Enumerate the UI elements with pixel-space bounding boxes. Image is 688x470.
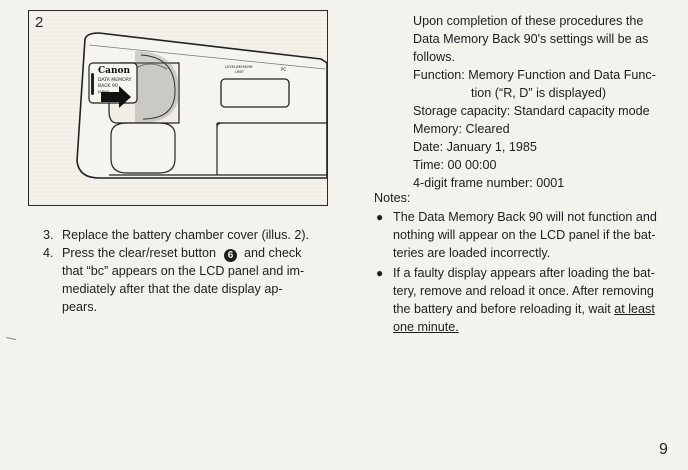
note-2-emphasis-2: one minute.	[393, 320, 459, 334]
date-line: Date: January 1, 1985	[413, 140, 537, 154]
bullet-icon: ●	[376, 266, 384, 280]
settings-block	[413, 12, 679, 192]
note-2-line-1: If a faulty display appears after loading the bat-	[393, 266, 655, 280]
clear-reset-button-icon: 6	[224, 249, 237, 262]
intro-line-3: follows.	[413, 50, 455, 64]
canon-logo: Canon	[98, 66, 131, 76]
step-number: 4.	[43, 246, 54, 260]
note-1-line-2: nothing will appear on the LCD panel if the bat-	[393, 228, 656, 242]
data-back-drawing	[29, 11, 327, 205]
step-number: 3.	[43, 228, 54, 242]
note-2-line-3: the battery and before reloading it, wait	[393, 302, 611, 316]
step-4	[40, 244, 330, 316]
level-memory-label: LEVEL/MEMORY	[225, 65, 253, 69]
page-number: 9	[659, 441, 668, 458]
step-text-line4: pears.	[62, 300, 98, 314]
notes-title: Notes:	[374, 191, 411, 205]
function-line-2: tion (“R, D” is displayed)	[471, 86, 607, 100]
steps-list	[40, 226, 330, 316]
note-2	[374, 264, 678, 336]
step-text-line2: that “bc” appears on the LCD panel and im-	[62, 264, 305, 278]
pc-label: PC	[281, 67, 287, 72]
intro-line-2: Data Memory Back 90's settings will be as	[413, 32, 649, 46]
step-text: Replace the battery chamber cover (illus. 2).	[62, 228, 310, 242]
function-line-1: Function: Memory Function and Data Func-	[413, 68, 656, 82]
illustration-2	[28, 10, 328, 206]
note-1-line-3: teries are loaded incorrectly.	[393, 246, 551, 260]
frame-number-line: 4-digit frame number: 0001	[413, 176, 565, 190]
bullet-icon: ●	[376, 210, 384, 224]
step-text-line3: mediately after that the date display ap-	[62, 282, 283, 296]
notes-section	[374, 189, 678, 338]
label-line-1: DATA MEMORY	[98, 78, 132, 83]
label-line-2: BACK 90	[98, 84, 118, 89]
storage-line: Storage capacity: Standard capacity mode	[413, 104, 650, 118]
step-3	[40, 226, 330, 244]
note-2-line-2: tery, remove and reload it once. After removing	[393, 284, 654, 298]
scan-mark	[6, 337, 16, 340]
lcd-window	[221, 79, 289, 107]
intro-line-1: Upon completion of these procedures the	[413, 14, 644, 28]
note-2-emphasis-1: at least	[614, 302, 655, 316]
label-line-3: JAPAN	[98, 89, 110, 94]
memory-line: Memory: Cleared	[413, 122, 510, 136]
limit-label: LIMIT	[235, 70, 244, 74]
step-text: Press the clear/reset button	[62, 246, 217, 260]
time-line: Time: 00 00:00	[413, 158, 497, 172]
step-text-cont: and check	[244, 246, 302, 260]
note-1	[374, 208, 678, 262]
note-1-line-1: The Data Memory Back 90 will not function and	[393, 210, 657, 224]
